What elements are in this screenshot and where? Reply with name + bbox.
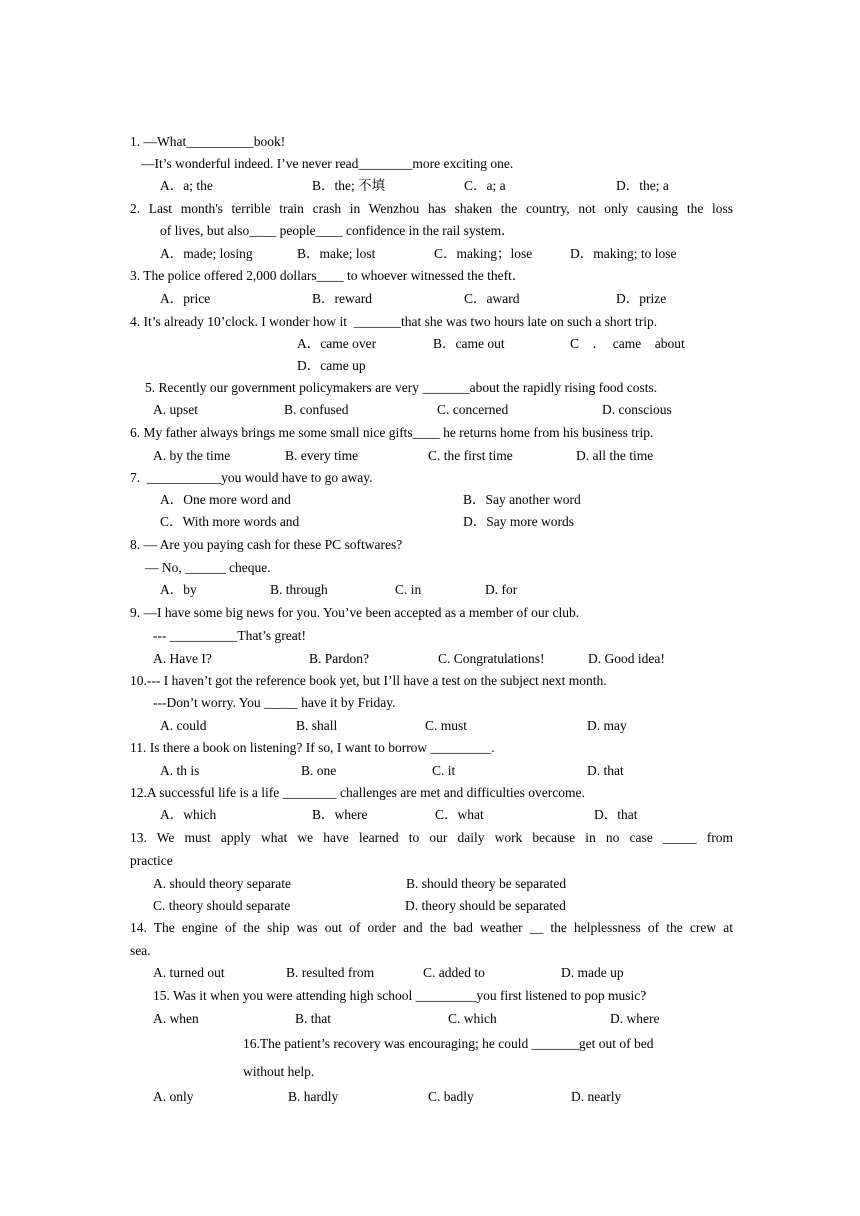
option-a: A．by — [160, 582, 197, 597]
question-16-text: 16.The patient’s recovery was encouraging; he could _______get out of bed — [243, 1036, 654, 1051]
option-d: D．prize — [616, 291, 667, 306]
option-b: B. resulted from — [286, 965, 375, 980]
option-b: B. hardly — [288, 1089, 339, 1104]
question-9-text: 9. —I have some big news for you. You’ve been accepted as a member of our club. — [130, 605, 580, 620]
question-12-text: 12.A successful life is a life ________ challenges are met and difficulties overcome. — [130, 785, 585, 800]
option-d: D. conscious — [602, 402, 672, 417]
option-d: D. nearly — [571, 1089, 622, 1104]
option-a: A．which — [160, 807, 217, 822]
option-a: A．made; losing — [160, 246, 253, 261]
question-6-text: 6. My father always brings me some small nice gifts____ he returns home from his business trip. — [130, 425, 654, 440]
option-a: A. th is — [160, 763, 200, 778]
option-b: B．where — [312, 807, 368, 822]
option-a: A．came over — [297, 336, 377, 351]
option-b: B. that — [295, 1011, 331, 1026]
option-d: D. Good idea! — [588, 651, 665, 666]
question-16-text-2: without help. — [243, 1064, 315, 1079]
option-a: A．price — [160, 291, 211, 306]
question-10-text: 10.--- I haven’t got the reference book yet, but I’ll have a test on the subject next month. — [130, 673, 607, 688]
option-a: A．a; the — [160, 178, 213, 193]
option-c: C. added to — [423, 965, 485, 980]
option-d: D. that — [587, 763, 624, 778]
option-b: B. should theory be separated — [406, 876, 567, 891]
option-d: D．making; to lose — [570, 246, 677, 261]
question-9-text-2: --- __________That’s great! — [153, 628, 306, 643]
option-a: A. by the time — [153, 448, 231, 463]
option-c: C. it — [432, 763, 456, 778]
question-4-text: 4. It’s already 10’clock. I wonder how it _______that she was two hours late on such a short trip. — [130, 314, 658, 329]
option-c: C. concerned — [437, 402, 509, 417]
option-a: A. when — [153, 1011, 199, 1026]
option-b: B. one — [301, 763, 337, 778]
question-8-text: 8. — Are you paying cash for these PC softwares? — [130, 537, 403, 552]
option-b: B. through — [270, 582, 328, 597]
question-8-text-2: — No, ______ cheque. — [145, 560, 271, 575]
option-b: B．reward — [312, 291, 372, 306]
option-d: D. where — [610, 1011, 660, 1026]
option-d: D. theory should be separated — [405, 898, 566, 913]
option-c: C. which — [448, 1011, 497, 1026]
question-7-text: 7. ___________you would have to go away. — [130, 470, 373, 485]
option-d: D．that — [594, 807, 638, 822]
option-c: C．making；lose — [434, 246, 533, 261]
option-b: B. shall — [296, 718, 338, 733]
option-b: B．make; lost — [297, 246, 376, 261]
option-c: C. the first time — [428, 448, 513, 463]
option-d: D．Say more words — [463, 514, 574, 529]
option-c: C. in — [395, 582, 422, 597]
option-a: A. upset — [153, 402, 198, 417]
question-15-text: 15. Was it when you were attending high school _________you first listened to pop music? — [153, 988, 647, 1003]
option-d: D．came up — [297, 358, 366, 373]
question-2-text-2: of lives, but also____ people____ confidence in the rail system． — [160, 223, 515, 238]
question-1-text: 1. —What__________book! — [130, 134, 286, 149]
option-a: A．One more word and — [160, 492, 291, 507]
question-3-text: 3. The police offered 2,000 dollars____ to whoever witnessed the theft． — [130, 268, 526, 283]
question-14-text: 14. The engine of the ship was out of order and the bad weather __ the helplessness of the crew at — [130, 920, 733, 935]
option-a: A. Have I? — [153, 651, 212, 666]
option-c: C．what — [435, 807, 484, 822]
question-10-text-2: ---Don’t worry. You _____ have it by Friday. — [153, 695, 396, 710]
question-11-text: 11. Is there a book on listening? If so, I want to borrow _________. — [130, 740, 495, 755]
option-b: B．came out — [433, 336, 505, 351]
option-c: C ． came about — [570, 336, 685, 351]
question-2-text: 2. Last month's terrible train crash in Wenzhou has shaken the country, not only causing the loss — [130, 201, 733, 216]
option-c: C．With more words and — [160, 514, 300, 529]
option-a: A. only — [153, 1089, 194, 1104]
option-c: C．award — [464, 291, 520, 306]
option-a: A. could — [160, 718, 207, 733]
option-d: D. all the time — [576, 448, 654, 463]
option-c: C. theory should separate — [153, 898, 291, 913]
option-a: A. turned out — [153, 965, 225, 980]
question-5-text: 5. Recently our government policymakers are very _______about the rapidly rising food costs. — [145, 380, 658, 395]
option-b: B．the; 不填 — [312, 178, 386, 193]
option-c: C. must — [425, 718, 468, 733]
option-b: B．Say another word — [463, 492, 581, 507]
question-13-text-2: practice — [130, 853, 173, 868]
option-b: B. every time — [285, 448, 359, 463]
option-d: D．the; a — [616, 178, 669, 193]
option-c: C. Congratulations! — [438, 651, 545, 666]
option-d: D. made up — [561, 965, 624, 980]
option-d: D. for — [485, 582, 518, 597]
option-b: B. Pardon? — [309, 651, 369, 666]
option-a: A. should theory separate — [153, 876, 291, 891]
option-d: D. may — [587, 718, 627, 733]
option-b: B. confused — [284, 402, 349, 417]
option-c: C．a; a — [464, 178, 506, 193]
question-1-text-2: —It’s wonderful indeed. I’ve never read________more exciting one. — [141, 156, 514, 171]
option-c: C. badly — [428, 1089, 474, 1104]
question-13-text: 13. We must apply what we have learned to our daily work because in no case _____ from — [130, 830, 733, 845]
question-14-text-2: sea. — [130, 943, 151, 958]
